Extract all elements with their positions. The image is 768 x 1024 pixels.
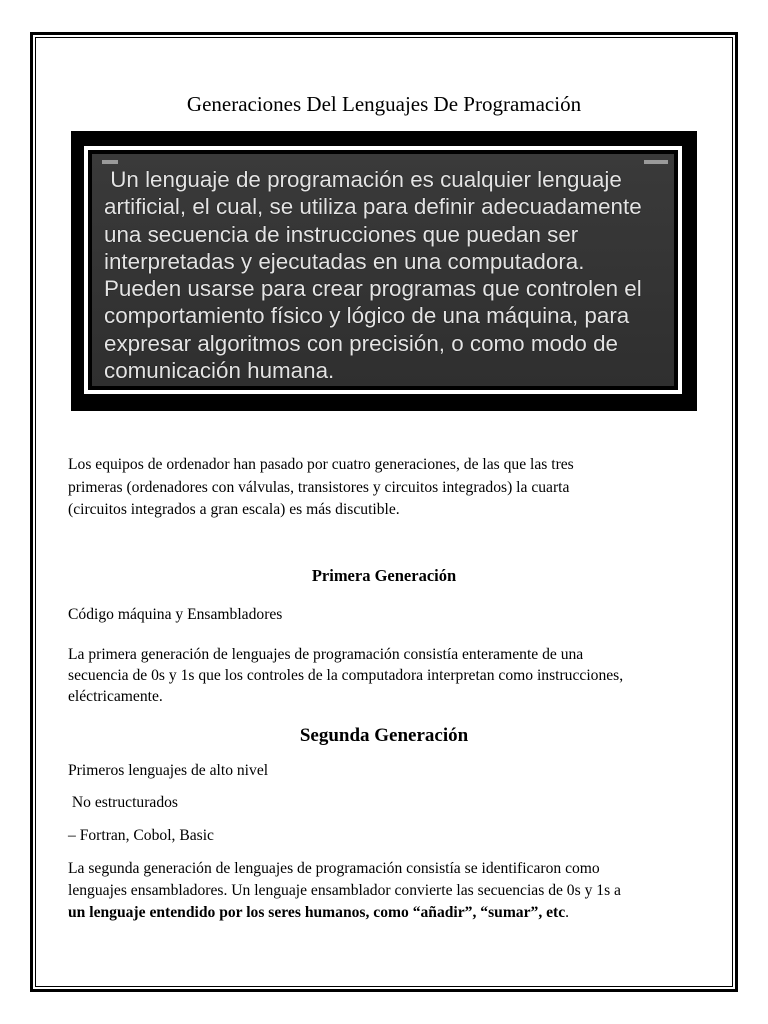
section-heading-primera: Primera Generación bbox=[311, 566, 457, 585]
section1-subtitle: Código máquina y Ensambladores bbox=[68, 606, 283, 623]
callout-line: expresar algoritmos con precisión, o como modo de bbox=[104, 330, 618, 356]
callout-frame bbox=[84, 146, 682, 394]
section2-line bbox=[68, 902, 700, 924]
section2-item-high-level: Primeros lenguajes de alto nivel bbox=[68, 762, 269, 779]
section1-body bbox=[68, 644, 700, 707]
section2-item-languages: – Fortran, Cobol, Basic bbox=[68, 827, 214, 844]
section2-line: lenguajes ensambladores. Un lenguaje ensamblador convierte las secuencias de 0s y 1s a bbox=[68, 882, 621, 899]
callout-line: interpretadas y ejecutadas en una computadora. bbox=[104, 248, 585, 274]
intro-line: (circuitos integrados a gran escala) es más discutible. bbox=[68, 501, 400, 518]
intro-paragraph bbox=[68, 454, 700, 522]
callout-line: comportamiento físico y lógico de una máquina, para bbox=[104, 303, 630, 329]
section-heading-segunda: Segunda Generación bbox=[299, 725, 469, 746]
callout-line: artificial, el cual, se utiliza para definir adecuadamente bbox=[104, 194, 642, 220]
document-title: Generaciones Del Lenguajes De Programación bbox=[186, 92, 582, 116]
section2-line: La segunda generación de lenguajes de programación consistía se identificaron como bbox=[68, 860, 600, 877]
callout-tab-left bbox=[102, 160, 118, 164]
section1-line: La primera generación de lenguajes de programación consistía enteramente de una bbox=[68, 646, 584, 663]
intro-line: Los equipos de ordenador han pasado por cuatro generaciones, de las que las tres bbox=[68, 456, 574, 473]
section1-line: secuencia de 0s y 1s que los controles de la computadora interpretan como instrucciones, bbox=[68, 667, 624, 684]
callout-line: una secuencia de instrucciones que puedan ser bbox=[104, 221, 579, 247]
line-end: . bbox=[565, 904, 570, 921]
section2-item-unstructured: No estructurados bbox=[68, 794, 178, 811]
bold-phrase: un lenguaje entendido por los seres humanos, como “añadir”, “sumar”, etc bbox=[68, 904, 566, 921]
callout-line: comunicación humana. bbox=[104, 358, 335, 384]
callout-tab-right bbox=[644, 160, 668, 164]
callout-panel bbox=[92, 154, 674, 386]
intro-line: primeras (ordenadores con válvulas, transistores y circuitos integrados) la cuarta bbox=[68, 478, 570, 496]
section1-line: eléctricamente. bbox=[68, 688, 163, 705]
callout-line: Pueden usarse para crear programas que controlen el bbox=[104, 276, 642, 302]
definition-callout bbox=[71, 131, 697, 411]
callout-text bbox=[104, 166, 684, 384]
callout-line: Un lenguaje de programación es cualquier lenguaje bbox=[104, 167, 622, 192]
section2-body bbox=[68, 858, 700, 924]
